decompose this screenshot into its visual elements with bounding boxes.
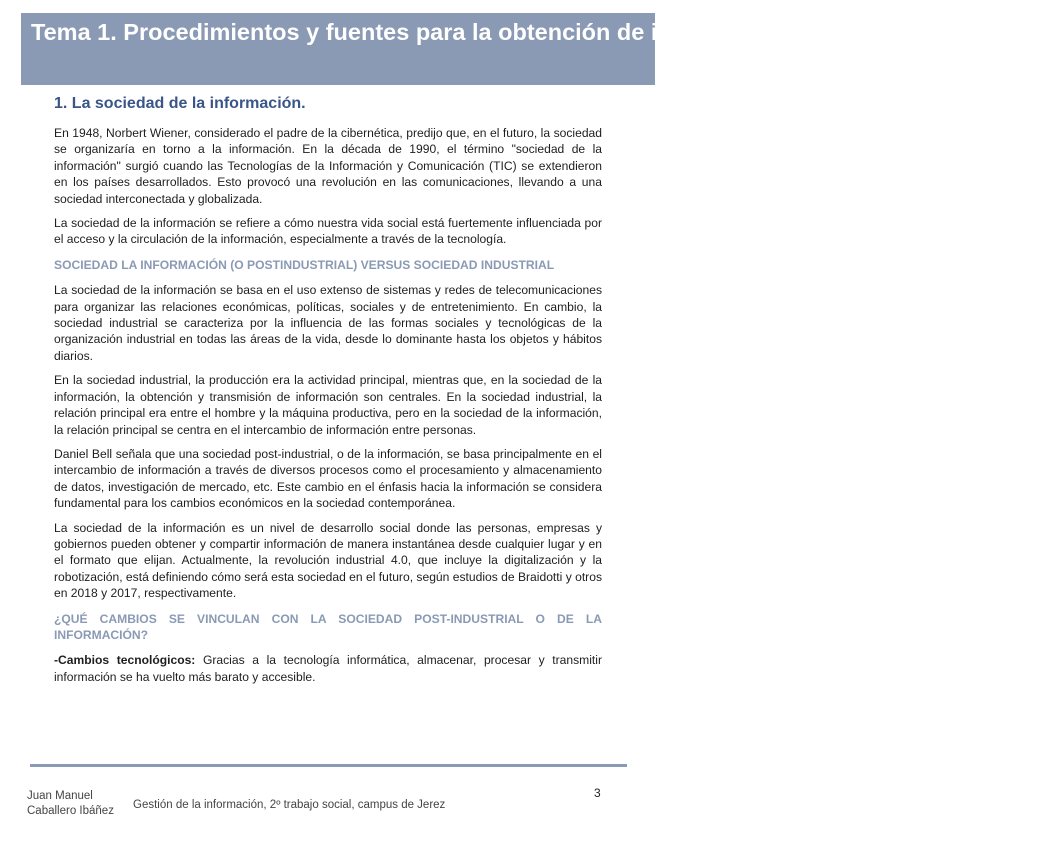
- paragraph: En la sociedad industrial, la producción era la actividad principal, mientras que, en la sociedad de la información, la obtención y transmisión de información son centrales. En la sociedad industrial, la relación principal era entre el hombre y la máquina productiva, pero en la sociedad de la información, la relación principal se centra en el intercambio de información entre personas.: [54, 373, 602, 437]
- paragraph: La sociedad de la información se basa en el uso extenso de sistemas y redes de telecomunicaciones para organizar las relaciones económicas, políticas, sociales y de entretenimiento. En cambio, la sociedad industrial se caracteriza por la influencia de las formas sociales y tecnológicas de la organización industrial en todas las áreas de la vida, desde lo dominante hasta los objetos y hábitos diarios.: [54, 283, 602, 363]
- section-heading: 1. La sociedad de la información.: [54, 95, 306, 112]
- footer-author: Juan Manuel Caballero Ibáñez: [27, 790, 114, 817]
- paragraph: La sociedad de la información se refiere a cómo nuestra vida social está fuertemente influenciada por el acceso y la circulación de la información, especialmente a través de la tecnología.: [54, 216, 602, 247]
- paragraph: La sociedad de la información es un nivel de desarrollo social donde las personas, empresas y gobiernos pueden obtener y compartir información de manera instantánea desde cualquier lugar y en el formato que elijan. Actualmente, la revolución industrial 4.0, que incluye la digitalización y la robotización, está definiendo cómo será esta sociedad en el futuro, según estudios de Braidotti y otros en 2018 y 2017, respectivamente.: [54, 520, 602, 601]
- footer-course: Gestión de la información, 2º trabajo social, campus de Jerez: [133, 799, 446, 811]
- paragraph: Daniel Bell señala que una sociedad post-industrial, o de la información, se basa principalmente en el intercambio de información a través de diversos procesos como el procesamiento y almacenamiento de datos, investigación de mercado, etc. Este cambio en el énfasis hacia la información se considera fundamental para los cambios económicos en la sociedad contemporánea.: [54, 446, 602, 511]
- subheading-society-comparison: SOCIEDAD LA INFORMACIÓN (O POSTINDUSTRIAL) VERSUS SOCIEDAD INDUSTRIAL: [54, 257, 555, 272]
- chapter-title: Tema 1. Procedimientos y fuentes para la obtención de información de carácter secundario: [31, 19, 1049, 45]
- paragraph: En 1948, Norbert Wiener, considerado el padre de la cibernética, predijo que, en el futuro, la sociedad se organizaría en torno a la información. En la década de 1990, el término "sociedad de la información" surgió cuando las Tecnologías de la Información y Comunicación (TIC) se extendieron en los países desarrollados. Esto provocó una revolución en las comunicaciones, llevando a una sociedad interconectada y globalizada.: [54, 126, 602, 206]
- page-number: 3: [594, 786, 601, 800]
- chapter-banner: [21, 13, 1049, 85]
- subheading-changes: ¿QUÉ CAMBIOS SE VINCULAN CON LA SOCIEDAD POST-INDUSTRIAL O DE LA INFORMACIÓN?: [54, 611, 602, 642]
- changes-paragraph: [54, 652, 602, 685]
- footer-divider: [30, 764, 627, 767]
- changes-text: Gracias a la tecnología informática, almacenar, procesar y transmitir información se ha vuelto más barato y accesible.: [54, 653, 603, 684]
- page-content: [54, 93, 602, 693]
- changes-label: -Cambios tecnológicos:: [54, 653, 196, 668]
